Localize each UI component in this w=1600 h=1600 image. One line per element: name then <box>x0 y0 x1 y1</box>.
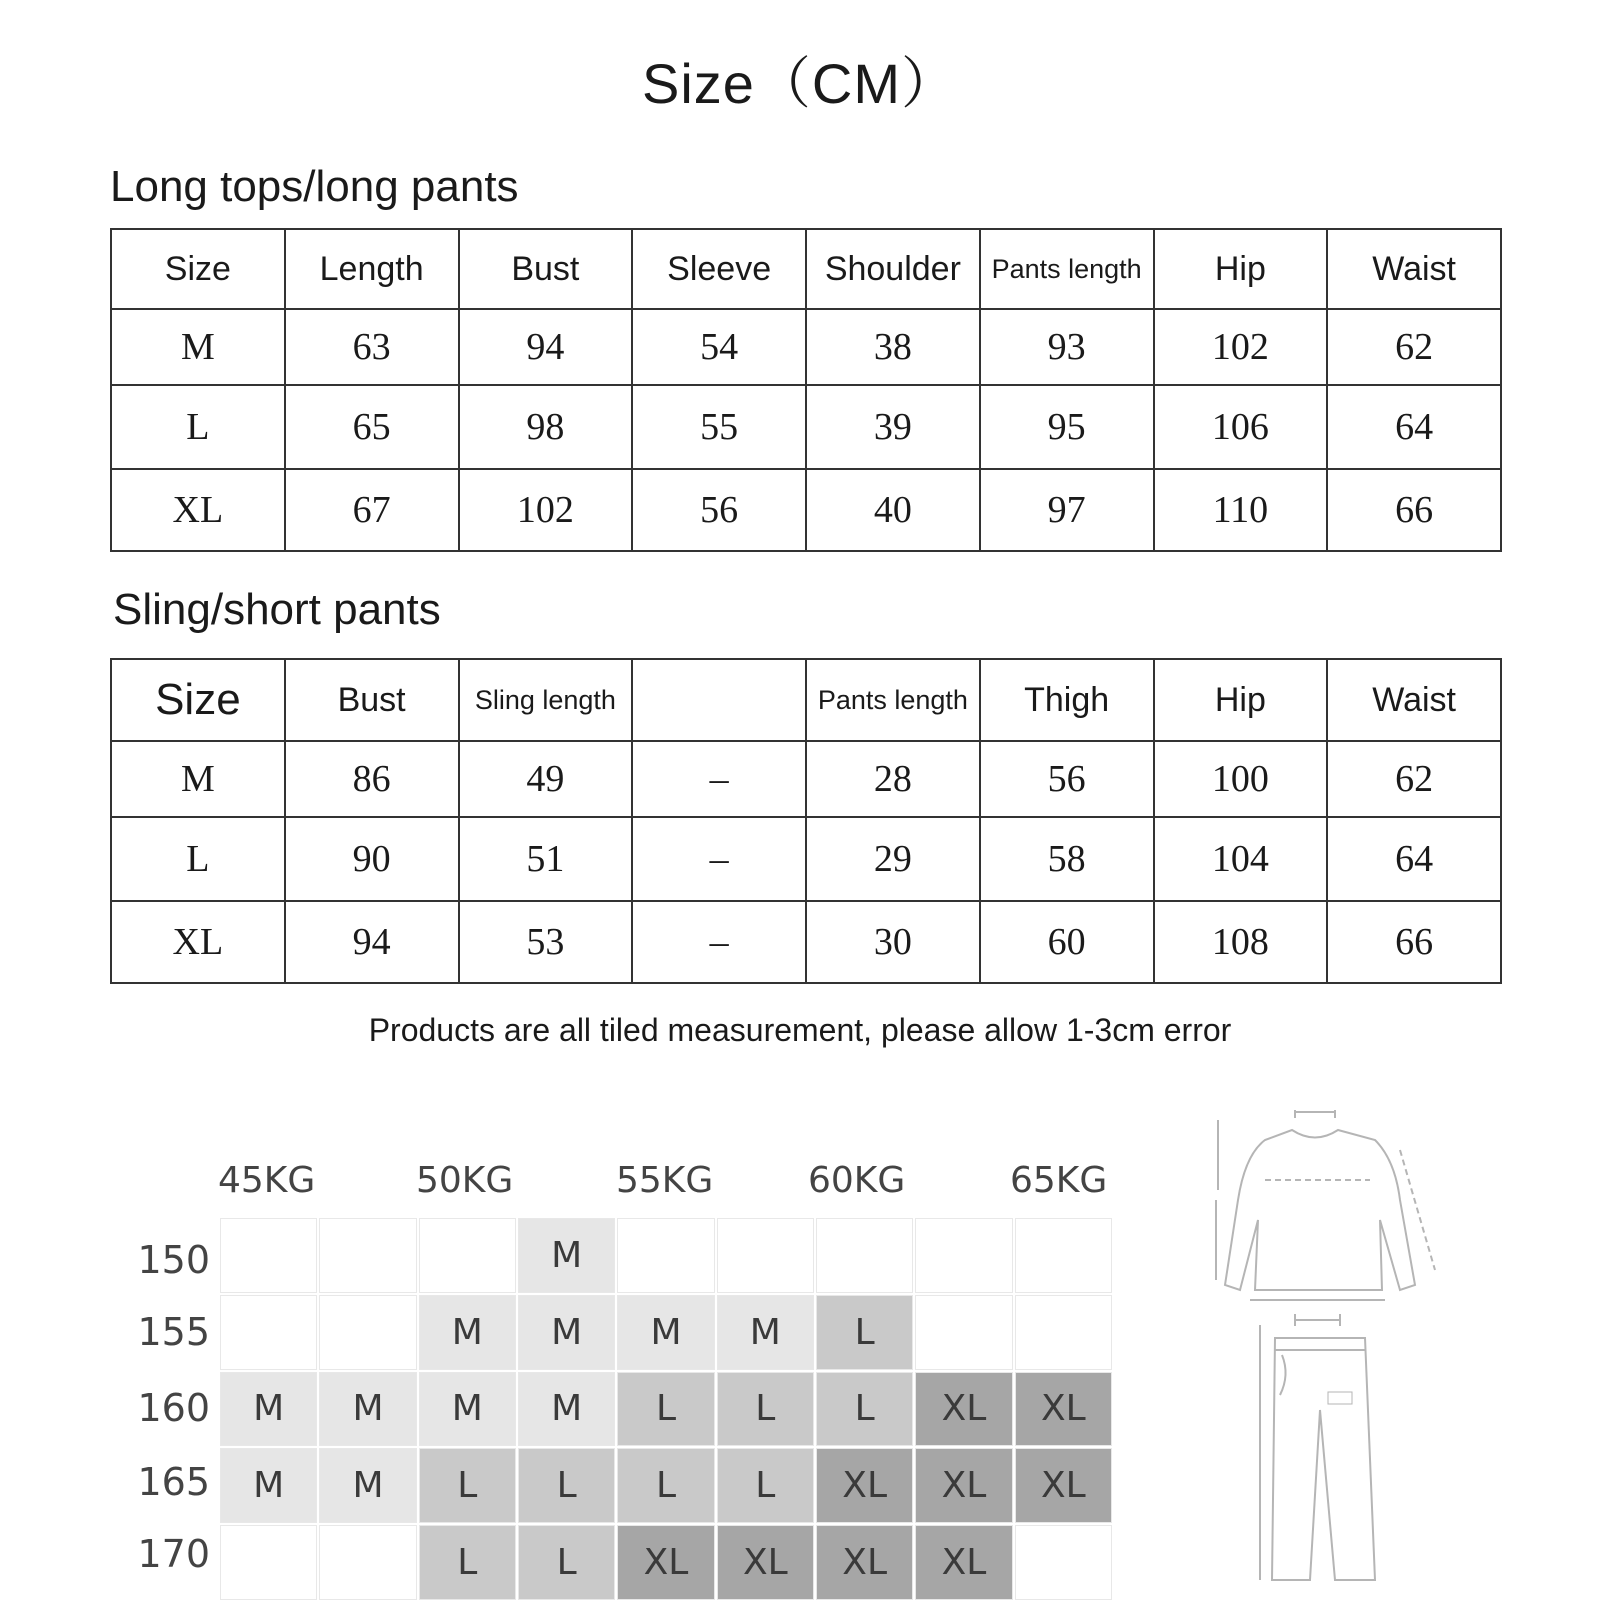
weight-label: 50KG <box>416 1160 514 1201</box>
weight-label: 65KG <box>1010 1160 1108 1201</box>
size-grid-cell: L <box>717 1372 814 1447</box>
value-cell: – <box>632 741 806 817</box>
size-cell: M <box>111 309 285 385</box>
header-cell <box>632 659 806 741</box>
value-cell: 62 <box>1327 309 1501 385</box>
size-grid-cell <box>617 1218 714 1293</box>
header-cell: Pants length <box>980 229 1154 309</box>
size-grid-cell: M <box>220 1448 317 1523</box>
size-grid-cell: XL <box>617 1525 714 1600</box>
value-cell: 67 <box>285 469 459 551</box>
size-cell: L <box>111 385 285 469</box>
value-cell: 63 <box>285 309 459 385</box>
header-cell: Bust <box>285 659 459 741</box>
value-cell: 108 <box>1154 901 1328 983</box>
table-row <box>111 385 1501 469</box>
size-grid-cell: XL <box>915 1525 1012 1600</box>
value-cell: 64 <box>1327 817 1501 901</box>
header-cell: Waist <box>1327 229 1501 309</box>
value-cell: 58 <box>980 817 1154 901</box>
header-cell: Hip <box>1154 229 1328 309</box>
size-grid-cell: XL <box>717 1525 814 1600</box>
value-cell: 51 <box>459 817 633 901</box>
value-cell: 66 <box>1327 469 1501 551</box>
weight-label: 45KG <box>218 1160 316 1201</box>
header-cell: Length <box>285 229 459 309</box>
long-size-table <box>110 228 1502 552</box>
page-title: Size（CM） <box>641 52 959 115</box>
size-grid-cell: M <box>518 1218 615 1293</box>
value-cell: 102 <box>1154 309 1328 385</box>
value-cell: 86 <box>285 741 459 817</box>
short-size-table <box>110 658 1502 984</box>
value-cell: 94 <box>285 901 459 983</box>
size-grid-cell <box>319 1525 416 1600</box>
value-cell: 40 <box>806 469 980 551</box>
header-cell: Sling length <box>459 659 633 741</box>
size-grid-cell: M <box>319 1448 416 1523</box>
value-cell: 49 <box>459 741 633 817</box>
size-grid-cell: XL <box>816 1448 913 1523</box>
header-cell: Size <box>111 229 285 309</box>
value-cell: 39 <box>806 385 980 469</box>
value-cell: 104 <box>1154 817 1328 901</box>
value-cell: 90 <box>285 817 459 901</box>
header-cell: Sleeve <box>632 229 806 309</box>
value-cell: 97 <box>980 469 1154 551</box>
value-cell: 64 <box>1327 385 1501 469</box>
value-cell: 66 <box>1327 901 1501 983</box>
size-grid-cell <box>1015 1525 1112 1600</box>
height-label: 150 <box>137 1238 210 1282</box>
table-row <box>111 309 1501 385</box>
size-grid-cell: L <box>816 1295 913 1370</box>
size-grid-cell <box>319 1295 416 1370</box>
value-cell: – <box>632 817 806 901</box>
value-cell: 93 <box>980 309 1154 385</box>
value-cell: 55 <box>632 385 806 469</box>
value-cell: 53 <box>459 901 633 983</box>
value-cell: 100 <box>1154 741 1328 817</box>
table-row <box>111 901 1501 983</box>
height-label: 165 <box>137 1460 210 1504</box>
table1-heading: Long tops/long pants <box>110 162 519 211</box>
size-grid-cell: M <box>220 1372 317 1447</box>
header-cell: Size <box>111 659 285 741</box>
size-grid-cell <box>220 1295 317 1370</box>
size-cell: L <box>111 817 285 901</box>
value-cell: 56 <box>980 741 1154 817</box>
header-cell: Thigh <box>980 659 1154 741</box>
size-grid-cell <box>717 1218 814 1293</box>
size-grid-cell: M <box>617 1295 714 1370</box>
weight-height-size-grid <box>220 1218 1112 1600</box>
garment-measurement-diagram-icon <box>1210 1110 1480 1590</box>
value-cell: 62 <box>1327 741 1501 817</box>
header-cell: Waist <box>1327 659 1501 741</box>
size-grid-cell <box>915 1218 1012 1293</box>
size-grid-cell: M <box>419 1372 516 1447</box>
size-grid-cell: L <box>617 1372 714 1447</box>
value-cell: 28 <box>806 741 980 817</box>
size-grid-cell <box>816 1218 913 1293</box>
value-cell: – <box>632 901 806 983</box>
table2-heading: Sling/short pants <box>113 585 441 634</box>
value-cell: 56 <box>632 469 806 551</box>
size-grid-cell: M <box>419 1295 516 1370</box>
height-label: 170 <box>137 1532 210 1576</box>
table-row <box>111 817 1501 901</box>
size-grid-cell <box>1015 1218 1112 1293</box>
size-grid-cell <box>319 1218 416 1293</box>
size-grid-cell: XL <box>1015 1372 1112 1447</box>
header-cell: Bust <box>459 229 633 309</box>
size-grid-cell <box>915 1295 1012 1370</box>
height-label: 155 <box>137 1310 210 1354</box>
weight-label: 60KG <box>808 1160 906 1201</box>
value-cell: 110 <box>1154 469 1328 551</box>
size-grid-cell <box>220 1218 317 1293</box>
size-cell: M <box>111 741 285 817</box>
size-grid-cell <box>220 1525 317 1600</box>
height-label: 160 <box>137 1386 210 1430</box>
size-grid-cell: L <box>518 1448 615 1523</box>
size-grid-cell: M <box>518 1295 615 1370</box>
header-cell: Pants length <box>806 659 980 741</box>
value-cell: 38 <box>806 309 980 385</box>
value-cell: 54 <box>632 309 806 385</box>
value-cell: 95 <box>980 385 1154 469</box>
value-cell: 98 <box>459 385 633 469</box>
value-cell: 29 <box>806 817 980 901</box>
header-cell: Shoulder <box>806 229 980 309</box>
size-grid-cell <box>419 1218 516 1293</box>
size-grid-cell: XL <box>915 1372 1012 1447</box>
size-grid-cell: XL <box>816 1525 913 1600</box>
size-grid-cell: L <box>816 1372 913 1447</box>
table-row <box>111 741 1501 817</box>
size-grid-cell: M <box>319 1372 416 1447</box>
size-cell: XL <box>111 901 285 983</box>
value-cell: 30 <box>806 901 980 983</box>
size-grid-cell: XL <box>915 1448 1012 1523</box>
size-grid-cell: L <box>419 1525 516 1600</box>
value-cell: 106 <box>1154 385 1328 469</box>
size-grid-cell: L <box>717 1448 814 1523</box>
size-grid-cell: M <box>518 1372 615 1447</box>
value-cell: 65 <box>285 385 459 469</box>
size-grid-cell: L <box>419 1448 516 1523</box>
header-cell: Hip <box>1154 659 1328 741</box>
size-grid-cell: M <box>717 1295 814 1370</box>
size-grid-cell: L <box>617 1448 714 1523</box>
table-row <box>111 469 1501 551</box>
value-cell: 60 <box>980 901 1154 983</box>
weight-label: 55KG <box>616 1160 714 1201</box>
size-grid-cell: XL <box>1015 1448 1112 1523</box>
value-cell: 94 <box>459 309 633 385</box>
size-grid-cell <box>1015 1295 1112 1370</box>
value-cell: 102 <box>459 469 633 551</box>
size-cell: XL <box>111 469 285 551</box>
size-grid-cell: L <box>518 1525 615 1600</box>
measurement-note: Products are all tiled measurement, please allow 1-3cm error <box>368 1012 1232 1048</box>
